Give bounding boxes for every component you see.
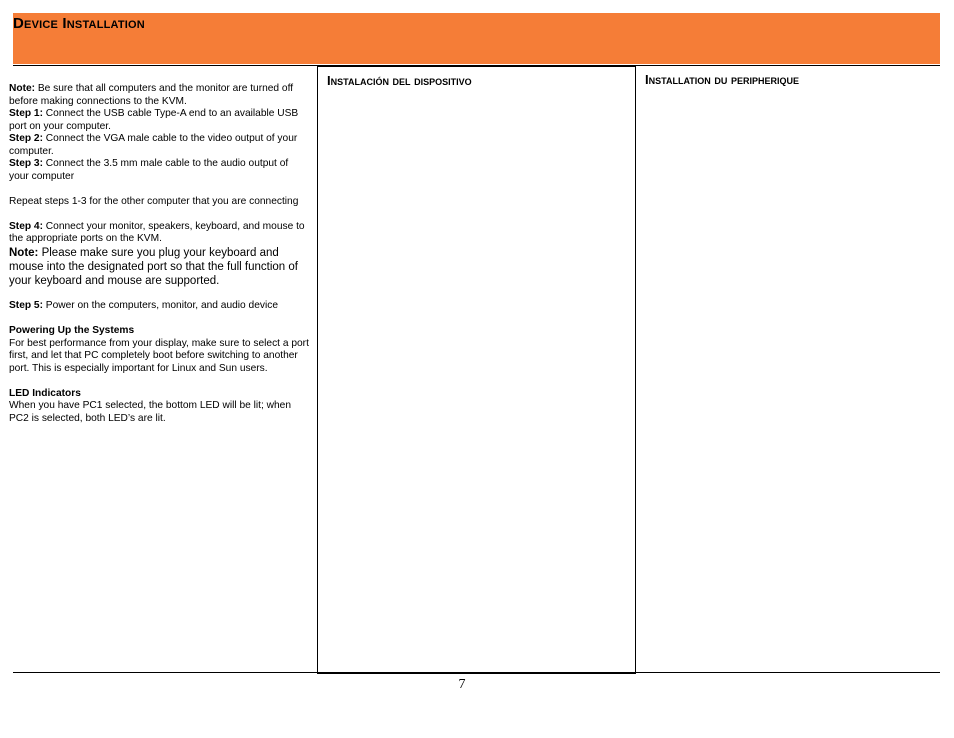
english-column	[9, 66, 317, 673]
powering-up-text: For best performance from your display, make sure to select a port first, and let that PC completely boot before switching to another port. This is especially important for Linux and Sun users.	[9, 337, 309, 374]
page-title: Device Installation	[13, 15, 145, 32]
note-2-label: Note:	[9, 246, 39, 259]
step-4-text: Connect your monitor, speakers, keyboard, and mouse to the appropriate ports on the KVM.	[9, 220, 305, 244]
led-indicators-heading: LED Indicators	[9, 387, 81, 399]
note-paragraph	[9, 83, 309, 108]
step-4	[9, 221, 309, 246]
english-instructions	[9, 83, 309, 425]
french-heading: Installation du peripherique	[645, 72, 800, 87]
step-3	[9, 158, 309, 183]
powering-up-heading: Powering Up the Systems	[9, 325, 135, 336]
repeat-instruction: Repeat steps 1-3 for the other computer that you are connecting	[9, 195, 299, 207]
led-indicators-text: When you have PC1 selected, the bottom LED will be lit; when PC2 is selected, both LED’s are lit.	[9, 400, 292, 424]
step-3-label: Step 3:	[9, 158, 43, 169]
note-text: Be sure that all computers and the monitor are turned off before making connections to the KVM.	[9, 83, 294, 107]
step-1	[9, 108, 309, 133]
step-5-text: Power on the computers, monitor, and audio device	[42, 300, 278, 311]
note-2-text: Please make sure you plug your keyboard and mouse into the designated port so that the full function of your keyboard and mouse are supported.	[9, 246, 298, 287]
step-5-label: Step 5:	[9, 300, 43, 311]
spanish-heading: Instalación del dispositivo	[327, 73, 472, 88]
step-1-label: Step 1:	[9, 108, 43, 119]
spanish-column	[317, 66, 636, 674]
step-3-text: Connect the 3.5 mm male cable to the audio output of your computer	[9, 158, 289, 182]
footer-divider	[13, 672, 940, 673]
page-number: 7	[458, 677, 466, 692]
note-label: Note:	[9, 83, 36, 94]
step-2-text: Connect the VGA male cable to the video output of your computer.	[9, 133, 298, 157]
step-5	[9, 300, 309, 313]
french-column	[636, 66, 940, 673]
step-1-text: Connect the USB cable Type-A end to an available USB port on your computer.	[9, 108, 299, 132]
note-2-paragraph	[9, 246, 309, 288]
step-4-label: Step 4:	[9, 220, 43, 232]
step-2	[9, 133, 309, 158]
step-2-label: Step 2:	[9, 133, 43, 144]
